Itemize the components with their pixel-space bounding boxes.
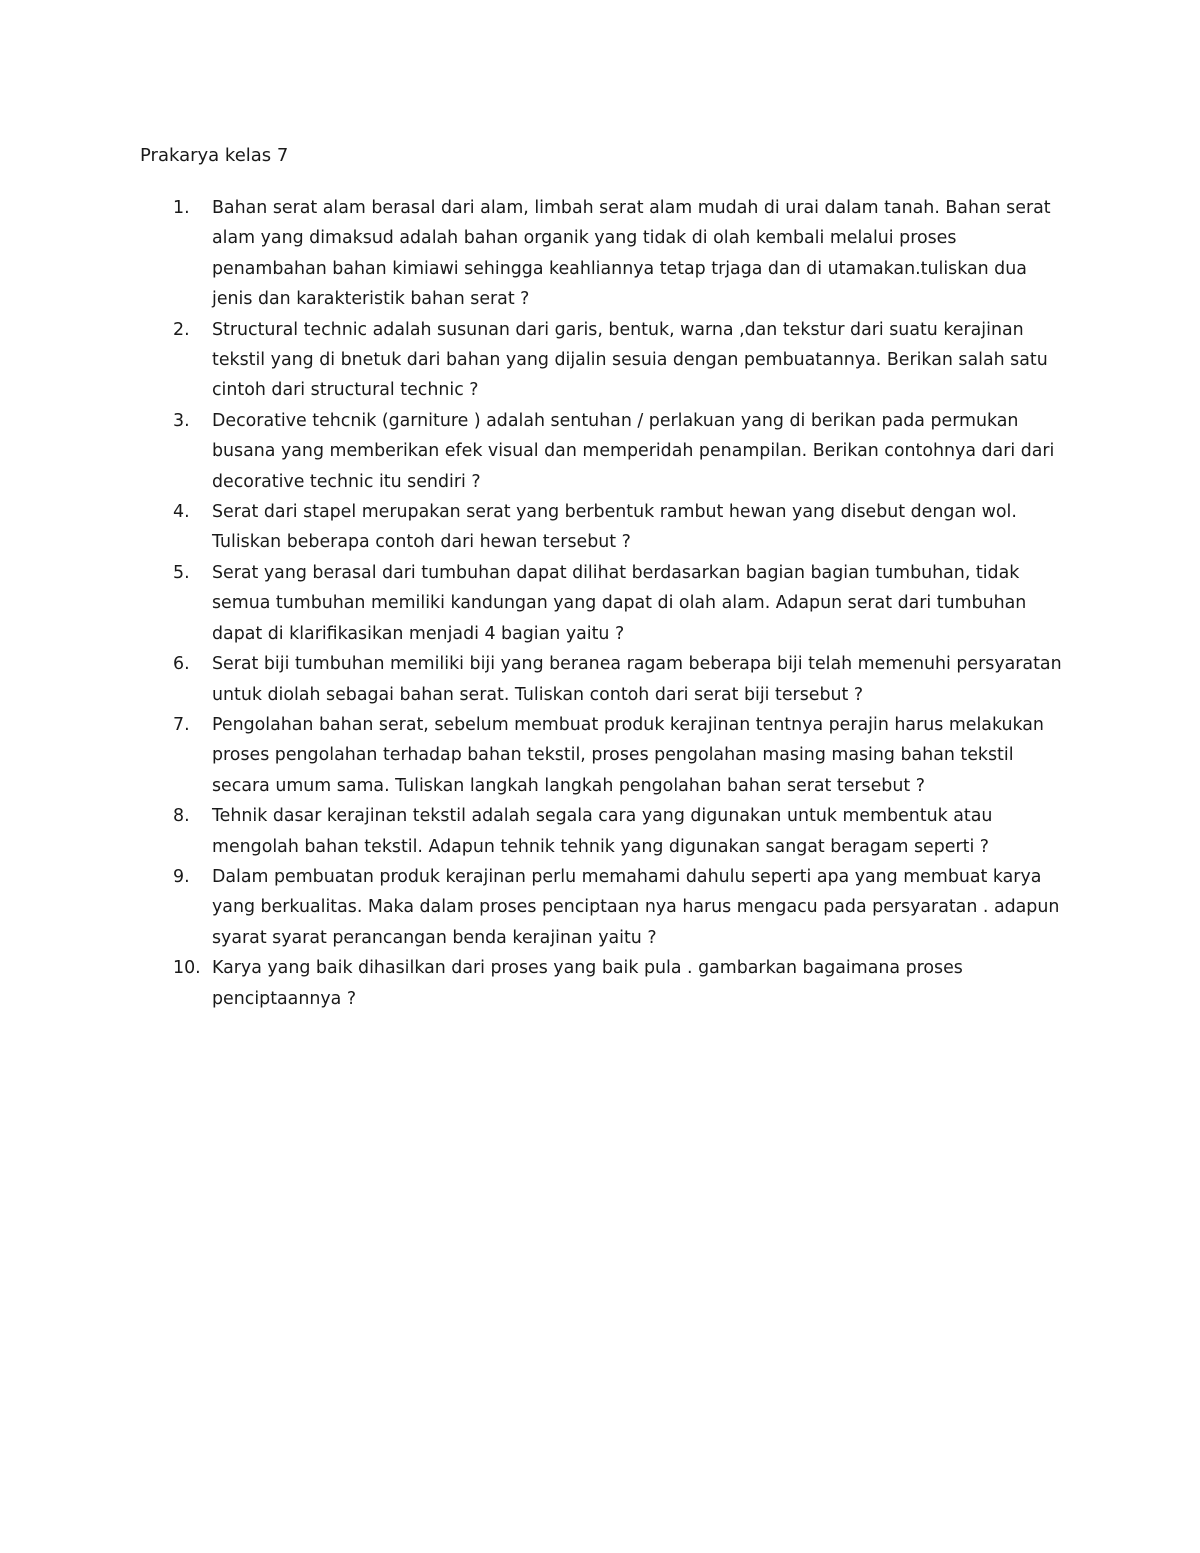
question-number: 4.: [173, 502, 190, 523]
document-title: Prakarya kelas 7: [140, 145, 289, 166]
question-item: [140, 649, 1070, 710]
question-text: Karya yang baik dihasilkan dari proses yang baik pula . gambarkan bagaimana proses penciptaannya ?: [212, 958, 963, 1009]
question-text: Serat yang berasal dari tumbuhan dapat dilihat berdasarkan bagian bagian tumbuhan, tidak semua tumbuhan memiliki kandungan yang dapat di olah alam. Adapun serat dari tumbuhan dapat di klarifikasikan menjadi 4 bagian yaitu ?: [212, 562, 1027, 644]
question-number: 6.: [173, 654, 190, 675]
question-item: [140, 862, 1070, 953]
question-text: Dalam pembuatan produk kerajinan perlu memahami dahulu seperti apa yang membuat karya yang berkualitas. Maka dalam proses penciptaan nya harus mengacu pada persyaratan . adapun syarat syarat perancangan benda kerajinan yaitu ?: [212, 866, 1060, 948]
question-item: [140, 315, 1070, 406]
question-number: 7.: [173, 714, 190, 735]
question-item: [140, 953, 1070, 1014]
question-text: Pengolahan bahan serat, sebelum membuat produk kerajinan tentnya perajin harus melakukan proses pengolahan terhadap bahan tekstil, proses pengolahan masing masing bahan tekstil secara umum sama. Tuliskan langkah langkah pengolahan bahan serat tersebut ?: [212, 714, 1044, 796]
question-number: 2.: [173, 319, 190, 340]
question-item: [140, 710, 1070, 801]
question-number: 10.: [173, 958, 201, 979]
question-number: 8.: [173, 806, 190, 827]
question-number: 3.: [173, 410, 190, 431]
question-text: Structural technic adalah susunan dari garis, bentuk, warna ,dan tekstur dari suatu kerajinan tekstil yang di bnetuk dari bahan yang dijalin sesuia dengan pembuatannya. Berikan salah satu cintoh dari structural technic ?: [212, 319, 1048, 401]
question-number: 5.: [173, 562, 190, 583]
question-text: Decorative tehcnik (garniture ) adalah sentuhan / perlakuan yang di berikan pada permukan busana yang memberikan efek visual dan memperidah penampilan. Berikan contohnya dari dari decorative technic itu sendiri ?: [212, 410, 1055, 492]
question-item: [140, 193, 1070, 315]
question-number: 9.: [173, 866, 190, 887]
question-text: Serat dari stapel merupakan serat yang berbentuk rambut hewan yang disebut dengan wol. Tuliskan beberapa contoh dari hewan tersebut ?: [212, 502, 1017, 553]
question-text: Tehnik dasar kerajinan tekstil adalah segala cara yang digunakan untuk membentuk atau mengolah bahan tekstil. Adapun tehnik tehnik yang digunakan sangat beragam seperti ?: [212, 806, 993, 857]
question-item: [140, 406, 1070, 497]
question-number: 1.: [173, 198, 190, 218]
question-item: [140, 497, 1070, 558]
question-item: [140, 558, 1070, 649]
question-text: Bahan serat alam berasal dari alam, limbah serat alam mudah di urai dalam tanah. Bahan serat alam yang dimaksud adalah bahan organik yang tidak di olah kembali melalui proses penambahan bahan kimiawi sehingga keahliannya tetap trjaga dan di utamakan.tuliskan dua jenis dan karakteristik bahan serat ?: [212, 198, 1051, 310]
question-item: [140, 801, 1070, 862]
question-text: Serat biji tumbuhan memiliki biji yang beranea ragam beberapa biji telah memenuhi persyaratan untuk diolah sebagai bahan serat. Tuliskan contoh dari serat biji tersebut ?: [212, 654, 1062, 705]
question-list: [140, 193, 1070, 1014]
